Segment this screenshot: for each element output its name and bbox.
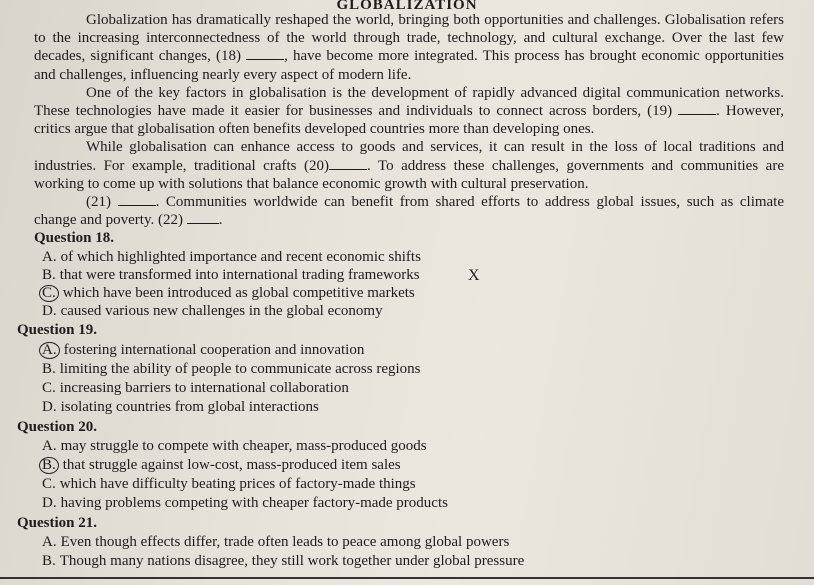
blank-19[interactable] — [678, 102, 716, 115]
page-title: GLOBALIZATION — [336, 0, 478, 13]
blank-20[interactable] — [329, 157, 367, 170]
blank-22[interactable] — [187, 211, 219, 224]
q18-option-d[interactable]: D. caused various new challenges in the global economy — [42, 303, 383, 319]
selected-circle: B. — [39, 457, 59, 474]
selected-circle: A. — [39, 342, 60, 359]
question-20-heading: Question 20. — [17, 419, 98, 435]
q18-option-c[interactable]: C. which have been introduced as global competitive markets — [42, 285, 415, 302]
q19-option-b[interactable]: B. limiting the ability of people to communicate across regions — [42, 361, 421, 377]
question-19-heading: Question 19. — [17, 322, 98, 338]
question-21-heading: Question 21. — [17, 515, 98, 531]
page-divider — [0, 577, 814, 579]
passage — [34, 11, 784, 229]
paragraph-2: One of the key factors in globalisation is the development of rapidly advanced digital communication networks. These technologies have made it easier for businesses and individuals to connect across borders, (19) . However, critics argue that globalisation often benefits developed countries more than developing ones. — [34, 84, 784, 138]
q20-option-b[interactable]: B. that struggle against low-cost, mass-produced item sales — [42, 457, 401, 474]
q21-option-b[interactable]: B. Though many nations disagree, they still work together under global pressure — [42, 553, 525, 569]
q19-option-c[interactable]: C. increasing barriers to international collaboration — [42, 380, 349, 396]
q18-option-a[interactable]: A. of which highlighted importance and recent economic shifts — [42, 249, 421, 265]
blank-21[interactable] — [118, 193, 156, 206]
q21-option-a[interactable]: A. Even though effects differ, trade often leads to peace among global powers — [42, 534, 510, 550]
selected-circle: C. — [39, 285, 59, 302]
question-18-heading: Question 18. — [34, 230, 115, 246]
q20-option-c[interactable]: C. which have difficulty beating prices of factory-made things — [42, 476, 416, 492]
paragraph-1: Globalization has dramatically reshaped the world, bringing both opportunities and challenges. Globalisation refers to the increasing interconnectedness of the world through trade, technology, and cultural exchange. Over the last few decades, significant changes, (18) , have become more integrated. This process has brought economic opportunities and challenges, influencing nearly every aspect of modern life. — [34, 12, 785, 83]
blank-18[interactable] — [246, 47, 284, 60]
q18-option-b[interactable]: B. that were transformed into international trading frameworks — [42, 267, 420, 283]
q20-option-d[interactable]: D. having problems competing with cheaper factory-made products — [42, 495, 448, 511]
paragraph-3: While globalisation can enhance access to goods and services, it can result in the loss of local traditions and industries. For example, traditional crafts (20) . To address these challenges, governments and communities are working to come up with solutions that balance economic growth with cultural preservation. — [34, 139, 784, 192]
cross-mark: X — [468, 267, 480, 284]
q20-option-a[interactable]: A. may struggle to compete with cheaper, mass-produced goods — [42, 438, 427, 454]
paragraph-4: (21) . Communities worldwide can benefit from shared efforts to address global issues, such as climate change and poverty. (22) . — [34, 194, 785, 229]
q19-option-d[interactable]: D. isolating countries from global interactions — [42, 399, 319, 415]
q19-option-a[interactable]: A. fostering international cooperation and innovation — [42, 342, 364, 359]
